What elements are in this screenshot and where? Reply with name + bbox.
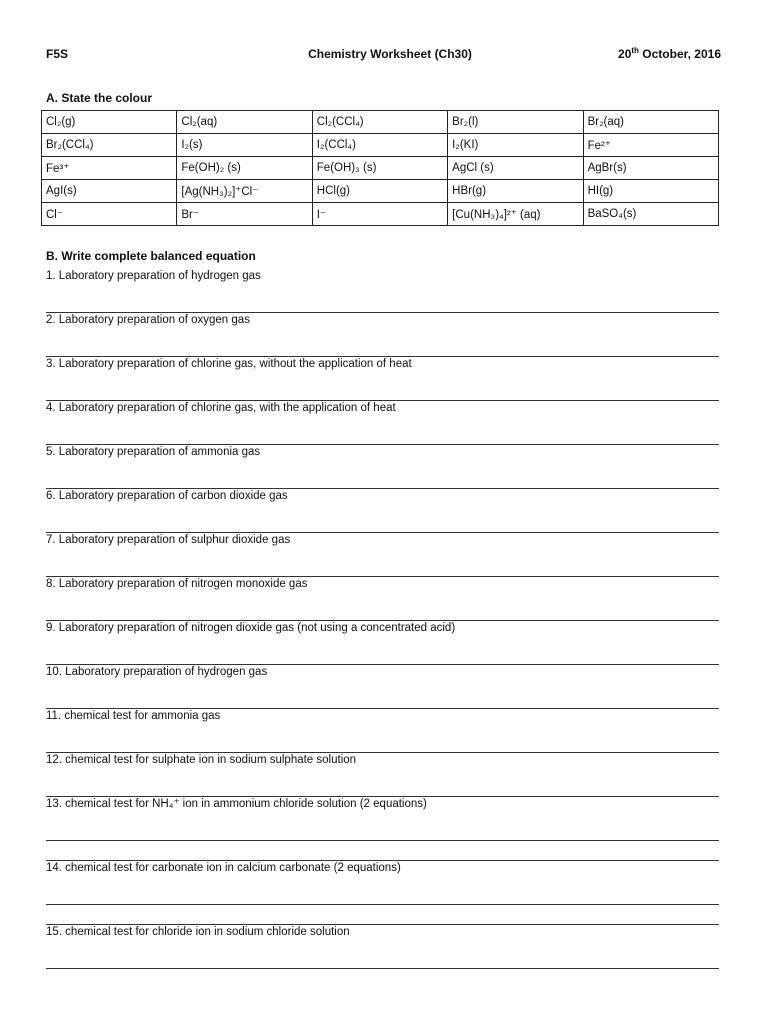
table-row [42, 180, 719, 203]
species-cell: HCl(g) [312, 180, 447, 203]
question-item [46, 797, 721, 861]
question-item [46, 313, 721, 357]
species-cell: [Ag(NH₃)₂]⁺Cl⁻ [177, 180, 312, 203]
section-b-title: B. Write complete balanced equation [46, 249, 256, 263]
question-item [46, 533, 721, 577]
answer-line[interactable] [46, 876, 719, 905]
answer-line[interactable] [46, 905, 719, 925]
question-text: 8. Laboratory preparation of nitrogen monoxide gas [46, 578, 308, 590]
worksheet-date [618, 47, 721, 61]
species-cell: Fe(OH)₃ (s) [312, 157, 447, 180]
species-cell: Fe(OH)₂ (s) [177, 157, 312, 180]
answer-line[interactable] [46, 328, 719, 357]
question-item [46, 357, 721, 401]
answer-line[interactable] [46, 768, 719, 797]
question-item [46, 269, 721, 313]
question-text: 5. Laboratory preparation of ammonia gas [46, 446, 261, 458]
species-cell: AgCl (s) [448, 157, 583, 180]
answer-line[interactable] [46, 841, 719, 861]
species-cell: Cl₂(CCl₄) [312, 111, 447, 134]
answer-line[interactable] [46, 548, 719, 577]
question-item [46, 401, 721, 445]
answer-line[interactable] [46, 940, 719, 969]
table-row [42, 203, 719, 226]
question-text: 15. chemical test for chloride ion in sodium chloride solution [46, 926, 350, 938]
question-text: 9. Laboratory preparation of nitrogen dioxide gas (not using a concentrated acid) [46, 622, 456, 634]
species-cell: Br⁻ [177, 203, 312, 226]
species-cell: [Cu(NH₃)₄]²⁺ (aq) [448, 203, 583, 226]
species-cell: I₂(KI) [448, 134, 583, 157]
answer-line[interactable] [46, 504, 719, 533]
species-cell: I₂(s) [177, 134, 312, 157]
question-text: 6. Laboratory preparation of carbon dioxide gas [46, 490, 288, 502]
species-cell: Br₂(aq) [583, 111, 718, 134]
question-text: 4. Laboratory preparation of chlorine gas, with the application of heat [46, 402, 396, 414]
species-cell: Fe³⁺ [42, 157, 177, 180]
answer-line[interactable] [46, 680, 719, 709]
question-text: 14. chemical test for carbonate ion in calcium carbonate (2 equations) [46, 862, 401, 874]
species-cell: Br₂(l) [448, 111, 583, 134]
question-item [46, 925, 721, 969]
species-cell: HBr(g) [448, 180, 583, 203]
table-row [42, 134, 719, 157]
species-cell: I⁻ [312, 203, 447, 226]
worksheet-title: Chemistry Worksheet (Ch30) [308, 47, 472, 61]
answer-line[interactable] [46, 416, 719, 445]
question-item [46, 861, 721, 925]
date-rest: October, 2016 [638, 47, 721, 61]
answer-line[interactable] [46, 724, 719, 753]
answer-line[interactable] [46, 372, 719, 401]
class-label: F5S [46, 47, 69, 61]
species-cell: HI(g) [583, 180, 718, 203]
species-cell: I₂(CCl₄) [312, 134, 447, 157]
question-text: 7. Laboratory preparation of sulphur dioxide gas [46, 534, 291, 546]
species-cell: Cl₂(aq) [177, 111, 312, 134]
question-item [46, 665, 721, 709]
question-list [46, 269, 721, 969]
species-cell: Fe²⁺ [583, 134, 718, 157]
question-item [46, 445, 721, 489]
section-a-title: A. State the colour [46, 91, 153, 105]
species-cell: BaSO₄(s) [583, 203, 718, 226]
question-item [46, 753, 721, 797]
answer-line[interactable] [46, 812, 719, 841]
colour-table [41, 110, 719, 226]
species-cell: AgI(s) [42, 180, 177, 203]
date-day: 20 [618, 47, 632, 61]
species-cell: Cl⁻ [42, 203, 177, 226]
question-text: 12. chemical test for sulphate ion in sodium sulphate solution [46, 754, 357, 766]
answer-line[interactable] [46, 460, 719, 489]
question-item [46, 709, 721, 753]
answer-line[interactable] [46, 284, 719, 313]
question-text: 2. Laboratory preparation of oxygen gas [46, 314, 250, 326]
question-item [46, 489, 721, 533]
answer-line[interactable] [46, 592, 719, 621]
question-text: 13. chemical test for NH₄⁺ ion in ammonium chloride solution (2 equations) [46, 798, 427, 810]
question-text: 10. Laboratory preparation of hydrogen gas [46, 666, 268, 678]
species-cell: AgBr(s) [583, 157, 718, 180]
question-text: 3. Laboratory preparation of chlorine gas, without the application of heat [46, 358, 412, 370]
date-suffix: th [631, 46, 639, 55]
species-cell: Br₂(CCl₄) [42, 134, 177, 157]
question-text: 1. Laboratory preparation of hydrogen gas [46, 270, 261, 282]
question-text: 11. chemical test for ammonia gas [46, 710, 221, 722]
question-item [46, 577, 721, 621]
species-cell: Cl₂(g) [42, 111, 177, 134]
answer-line[interactable] [46, 636, 719, 665]
question-item [46, 621, 721, 665]
table-row [42, 111, 719, 134]
table-row [42, 157, 719, 180]
